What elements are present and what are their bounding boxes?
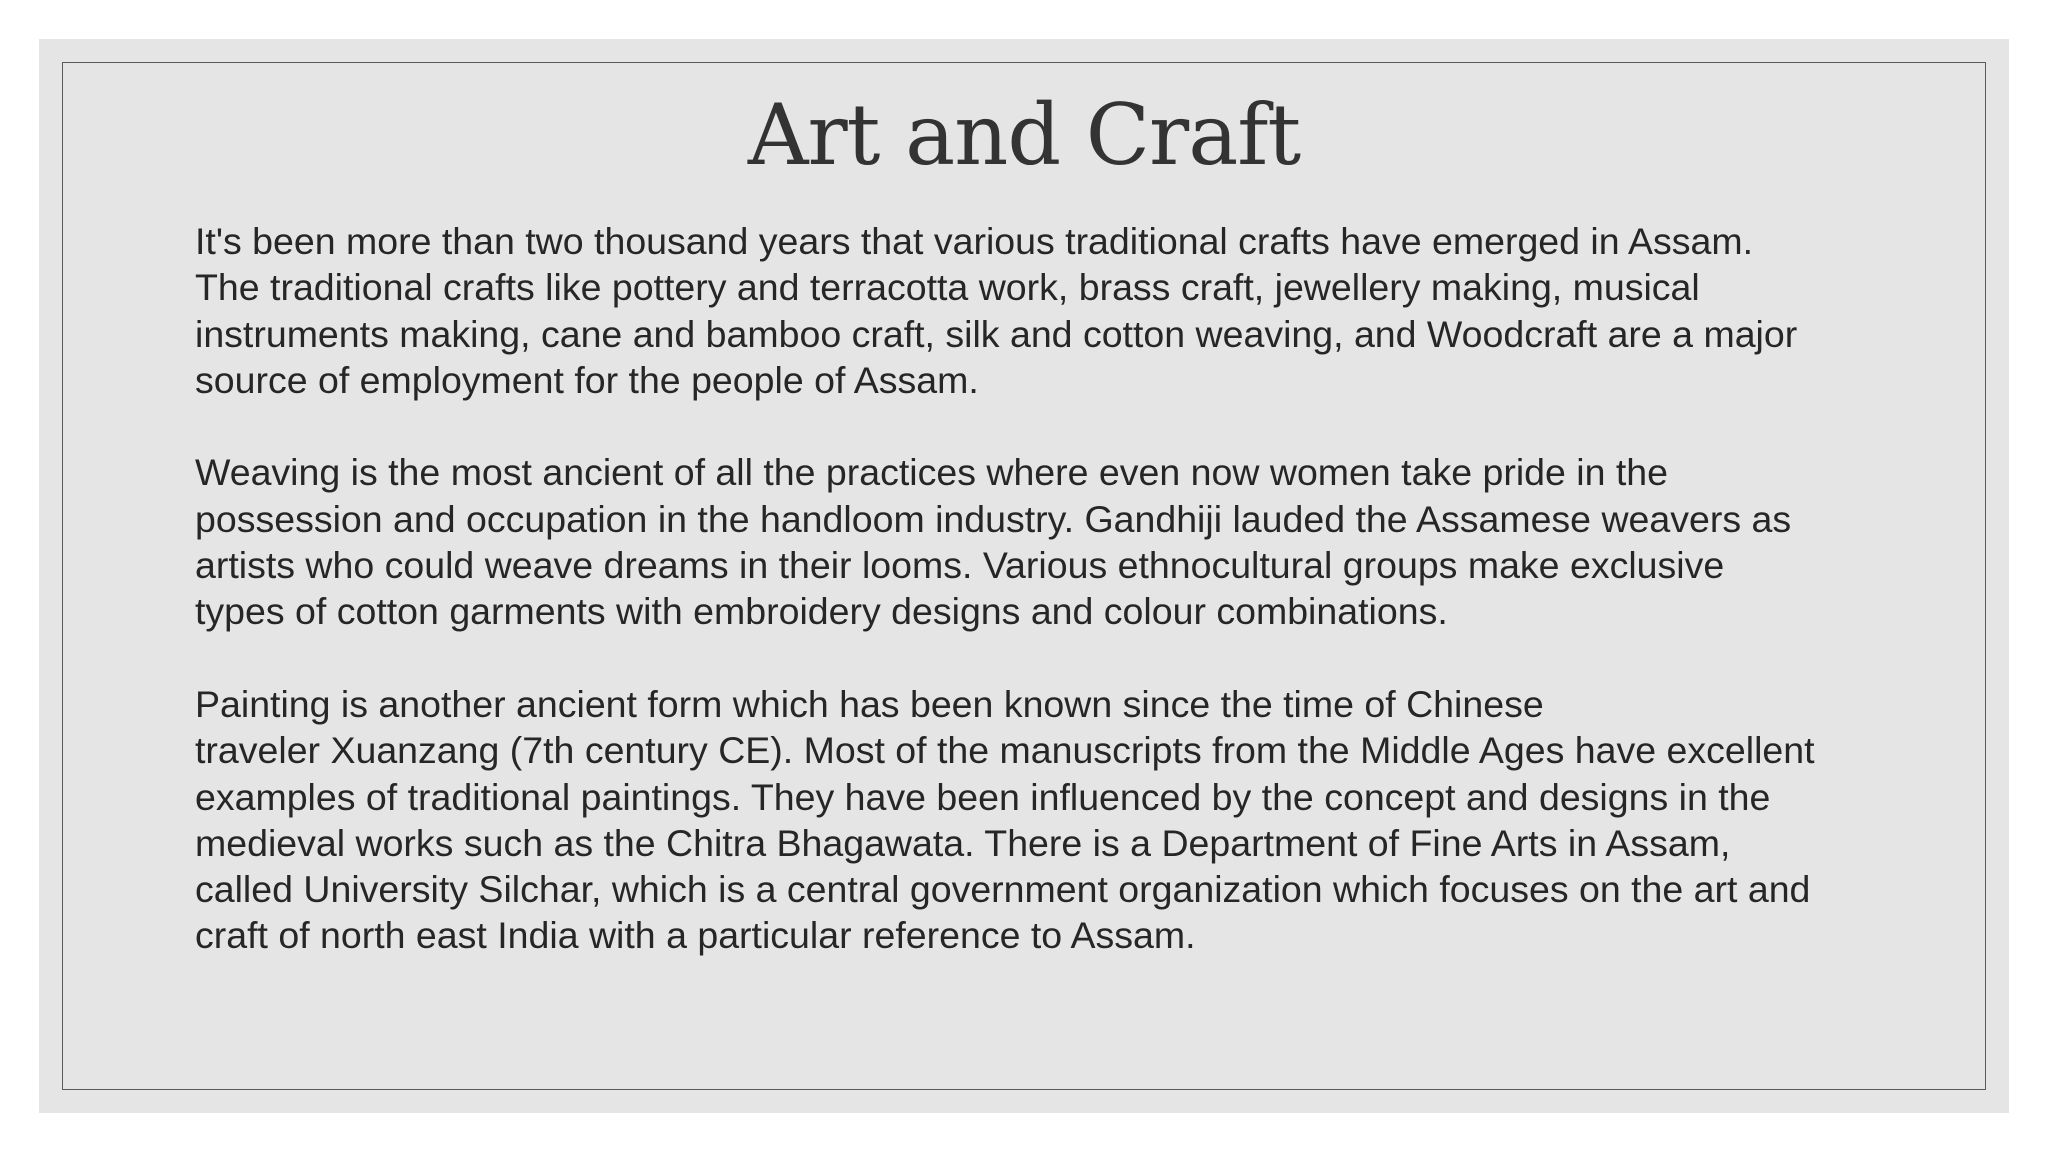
paragraph-crafts xyxy=(195,218,1895,403)
text-line: The traditional crafts like pottery and terracotta work, brass craft, jewellery making, musical xyxy=(195,266,1700,309)
paragraph-weaving xyxy=(195,449,1895,634)
text-line: Painting is another ancient form which has been known since the time of Chinese xyxy=(195,682,1544,725)
text-line: called University Silchar, which is a central government organization which focuses on the art and xyxy=(195,868,1811,911)
text-line: artists who could weave dreams in their looms. Various ethnocultural groups make exclusive xyxy=(195,544,1725,587)
text-line: possession and occupation in the handloom industry. Gandhiji lauded the Assamese weavers as xyxy=(195,497,1792,540)
text-line: traveler Xuanzang (7th century CE). Most of the manuscripts from the Middle Ages have excellent xyxy=(195,729,1815,772)
text-line: It's been more than two thousand years that various traditional crafts have emerged in Assam. xyxy=(195,220,1753,262)
paragraph-painting xyxy=(195,681,1895,959)
text-line: craft of north east India with a particular reference to Assam. xyxy=(195,914,1196,957)
text-line: examples of traditional paintings. They have been influenced by the concept and designs in the xyxy=(195,775,1771,818)
text-line: Weaving is the most ancient of all the practices where even now women take pride in the xyxy=(195,451,1669,494)
slide-title: Art and Craft xyxy=(747,86,1301,184)
text-line: types of cotton garments with embroidery designs and colour combinations. xyxy=(195,590,1448,633)
text-line: medieval works such as the Chitra Bhagawata. There is a Department of Fine Arts in Assam, xyxy=(195,821,1731,864)
text-line: source of employment for the people of Assam. xyxy=(195,358,979,401)
slide-body xyxy=(195,218,1895,1005)
text-line: instruments making, cane and bamboo craft, silk and cotton weaving, and Woodcraft are a major xyxy=(195,312,1798,355)
